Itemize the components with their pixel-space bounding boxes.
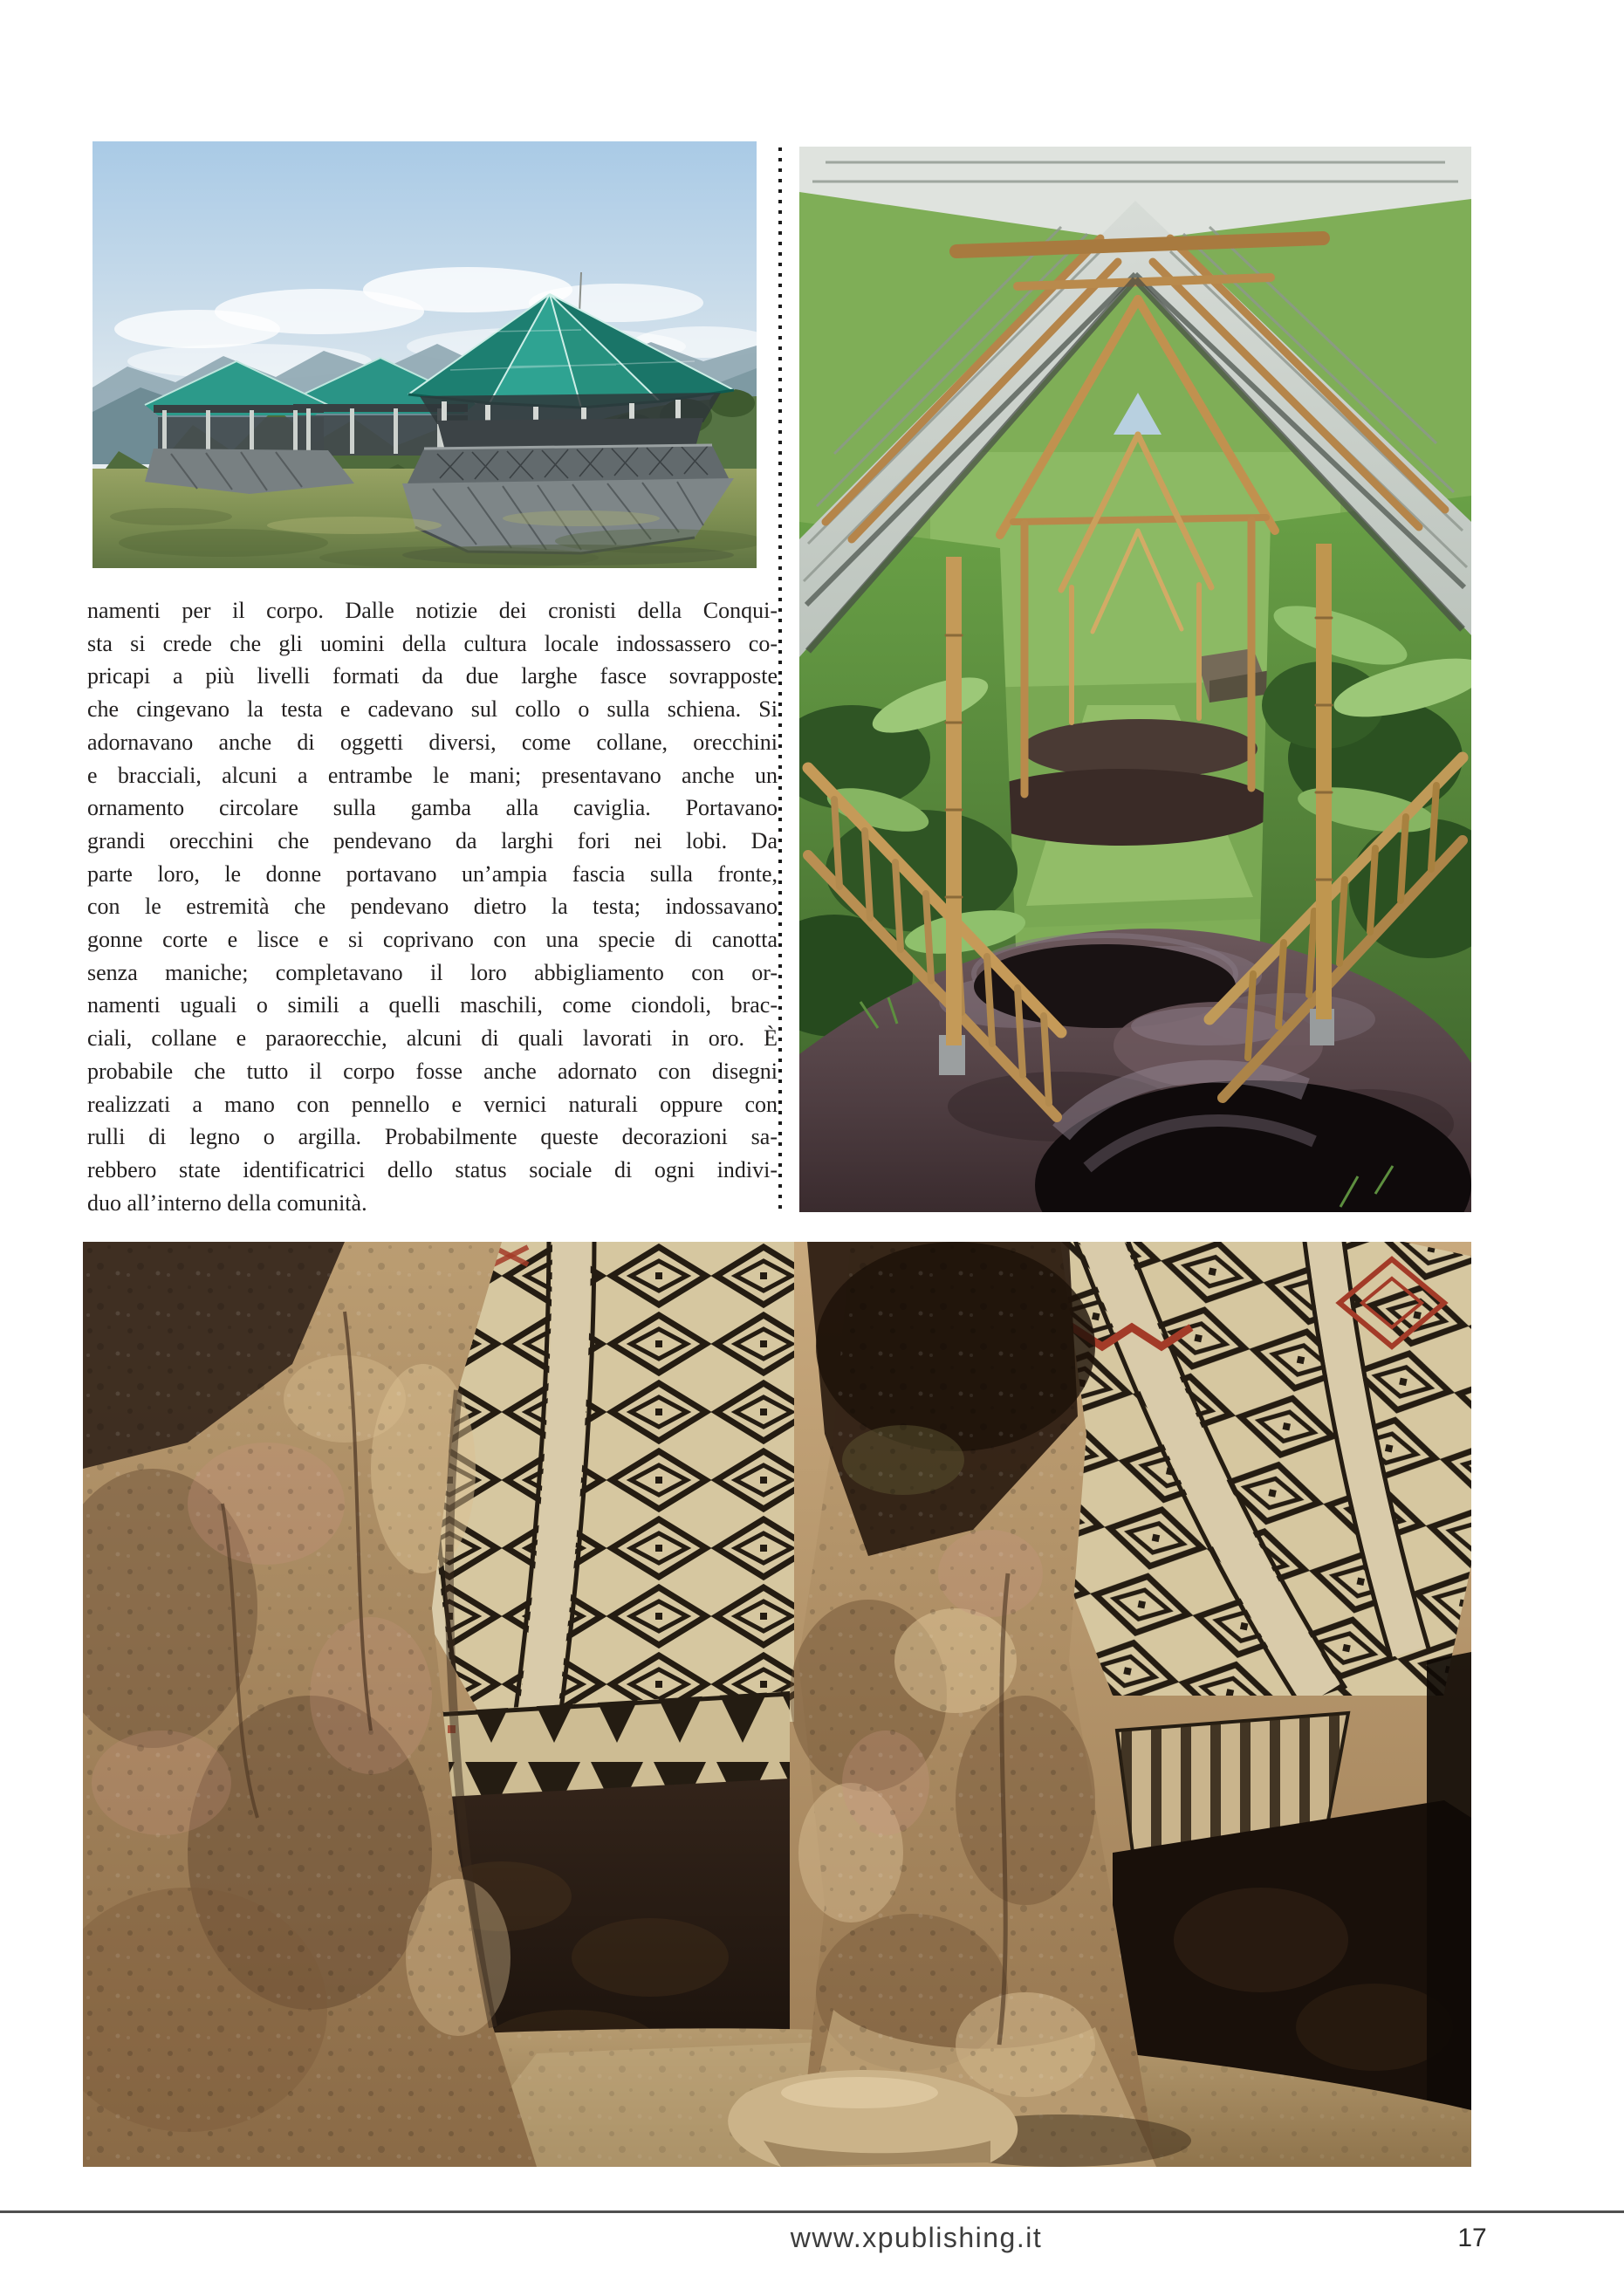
page-number: 17 (1457, 2224, 1487, 2252)
photo-excavation-shelter (799, 147, 1471, 1212)
body-text-line: duo all’interno della comunità. (87, 1189, 367, 1216)
body-text-line: ornamento circolare sulla gamba alla caviglia. Portavano (87, 795, 778, 821)
body-text-line: namenti per il corpo. Dalle notizie dei cronisti della Conqui- (87, 598, 778, 623)
tomb-interior-illustration (83, 1242, 1471, 2167)
body-text-line: adornavano anche di oggetti diversi, come collane, orecchini (87, 729, 778, 755)
site-overview-illustration (93, 141, 757, 568)
body-text-line: con le estremità che pendevano dietro la testa; indossavano (87, 894, 778, 920)
body-text-line: sta si crede che gli uomini della cultura locale indossassero co- (87, 630, 778, 656)
body-text-line: pricapi a più livelli formati da due larghe fasce sovrapposte (87, 663, 778, 689)
body-text-line: gonne corte e lisce e si coprivano con una specie di canotta (87, 927, 778, 953)
column-separator (778, 147, 782, 1213)
body-text-line: rebbero state identificatrici dello status sociale di ogni indivi- (87, 1156, 778, 1182)
body-text-line: e bracciali, alcuni a entrambe le mani; presentavano anche un (87, 762, 778, 788)
article-body (87, 594, 778, 1219)
footer-rule (0, 2210, 1624, 2213)
excavation-shelter-illustration (799, 147, 1471, 1212)
body-text-line: ciali, collane e paraorecchie, alcuni di quali lavorati in oro. È (87, 1025, 778, 1052)
distant-pit-2 (970, 769, 1275, 846)
photo-tomb-interior (83, 1242, 1471, 2167)
body-text-line: parte loro, le donne portavano un’ampia fascia sulla fronte, (87, 860, 778, 887)
body-text-line: senza maniche; completavano il loro abbigliamento con or- (87, 959, 778, 985)
body-text-line: che cingevano la testa e cadevano sul collo o sulla schiena. Si (87, 696, 778, 723)
footer-website-link[interactable]: www.xpublishing.it (790, 2222, 1043, 2253)
photo-site-overview (93, 141, 757, 568)
body-text-line: probabile che tutto il corpo fosse anche adornato con disegni (87, 1058, 778, 1084)
body-text-line: namenti uguali o simili a quelli maschili, come ciondoli, brac- (87, 992, 778, 1018)
body-text-line: grandi orecchini che pendevano da larghi fori nei lobi. Da (87, 827, 778, 853)
body-text-line: realizzati a mano con pennello e vernici naturali oppure con (87, 1091, 778, 1117)
body-text-line: rulli di legno o argilla. Probabilmente queste decorazioni sa- (87, 1124, 778, 1150)
